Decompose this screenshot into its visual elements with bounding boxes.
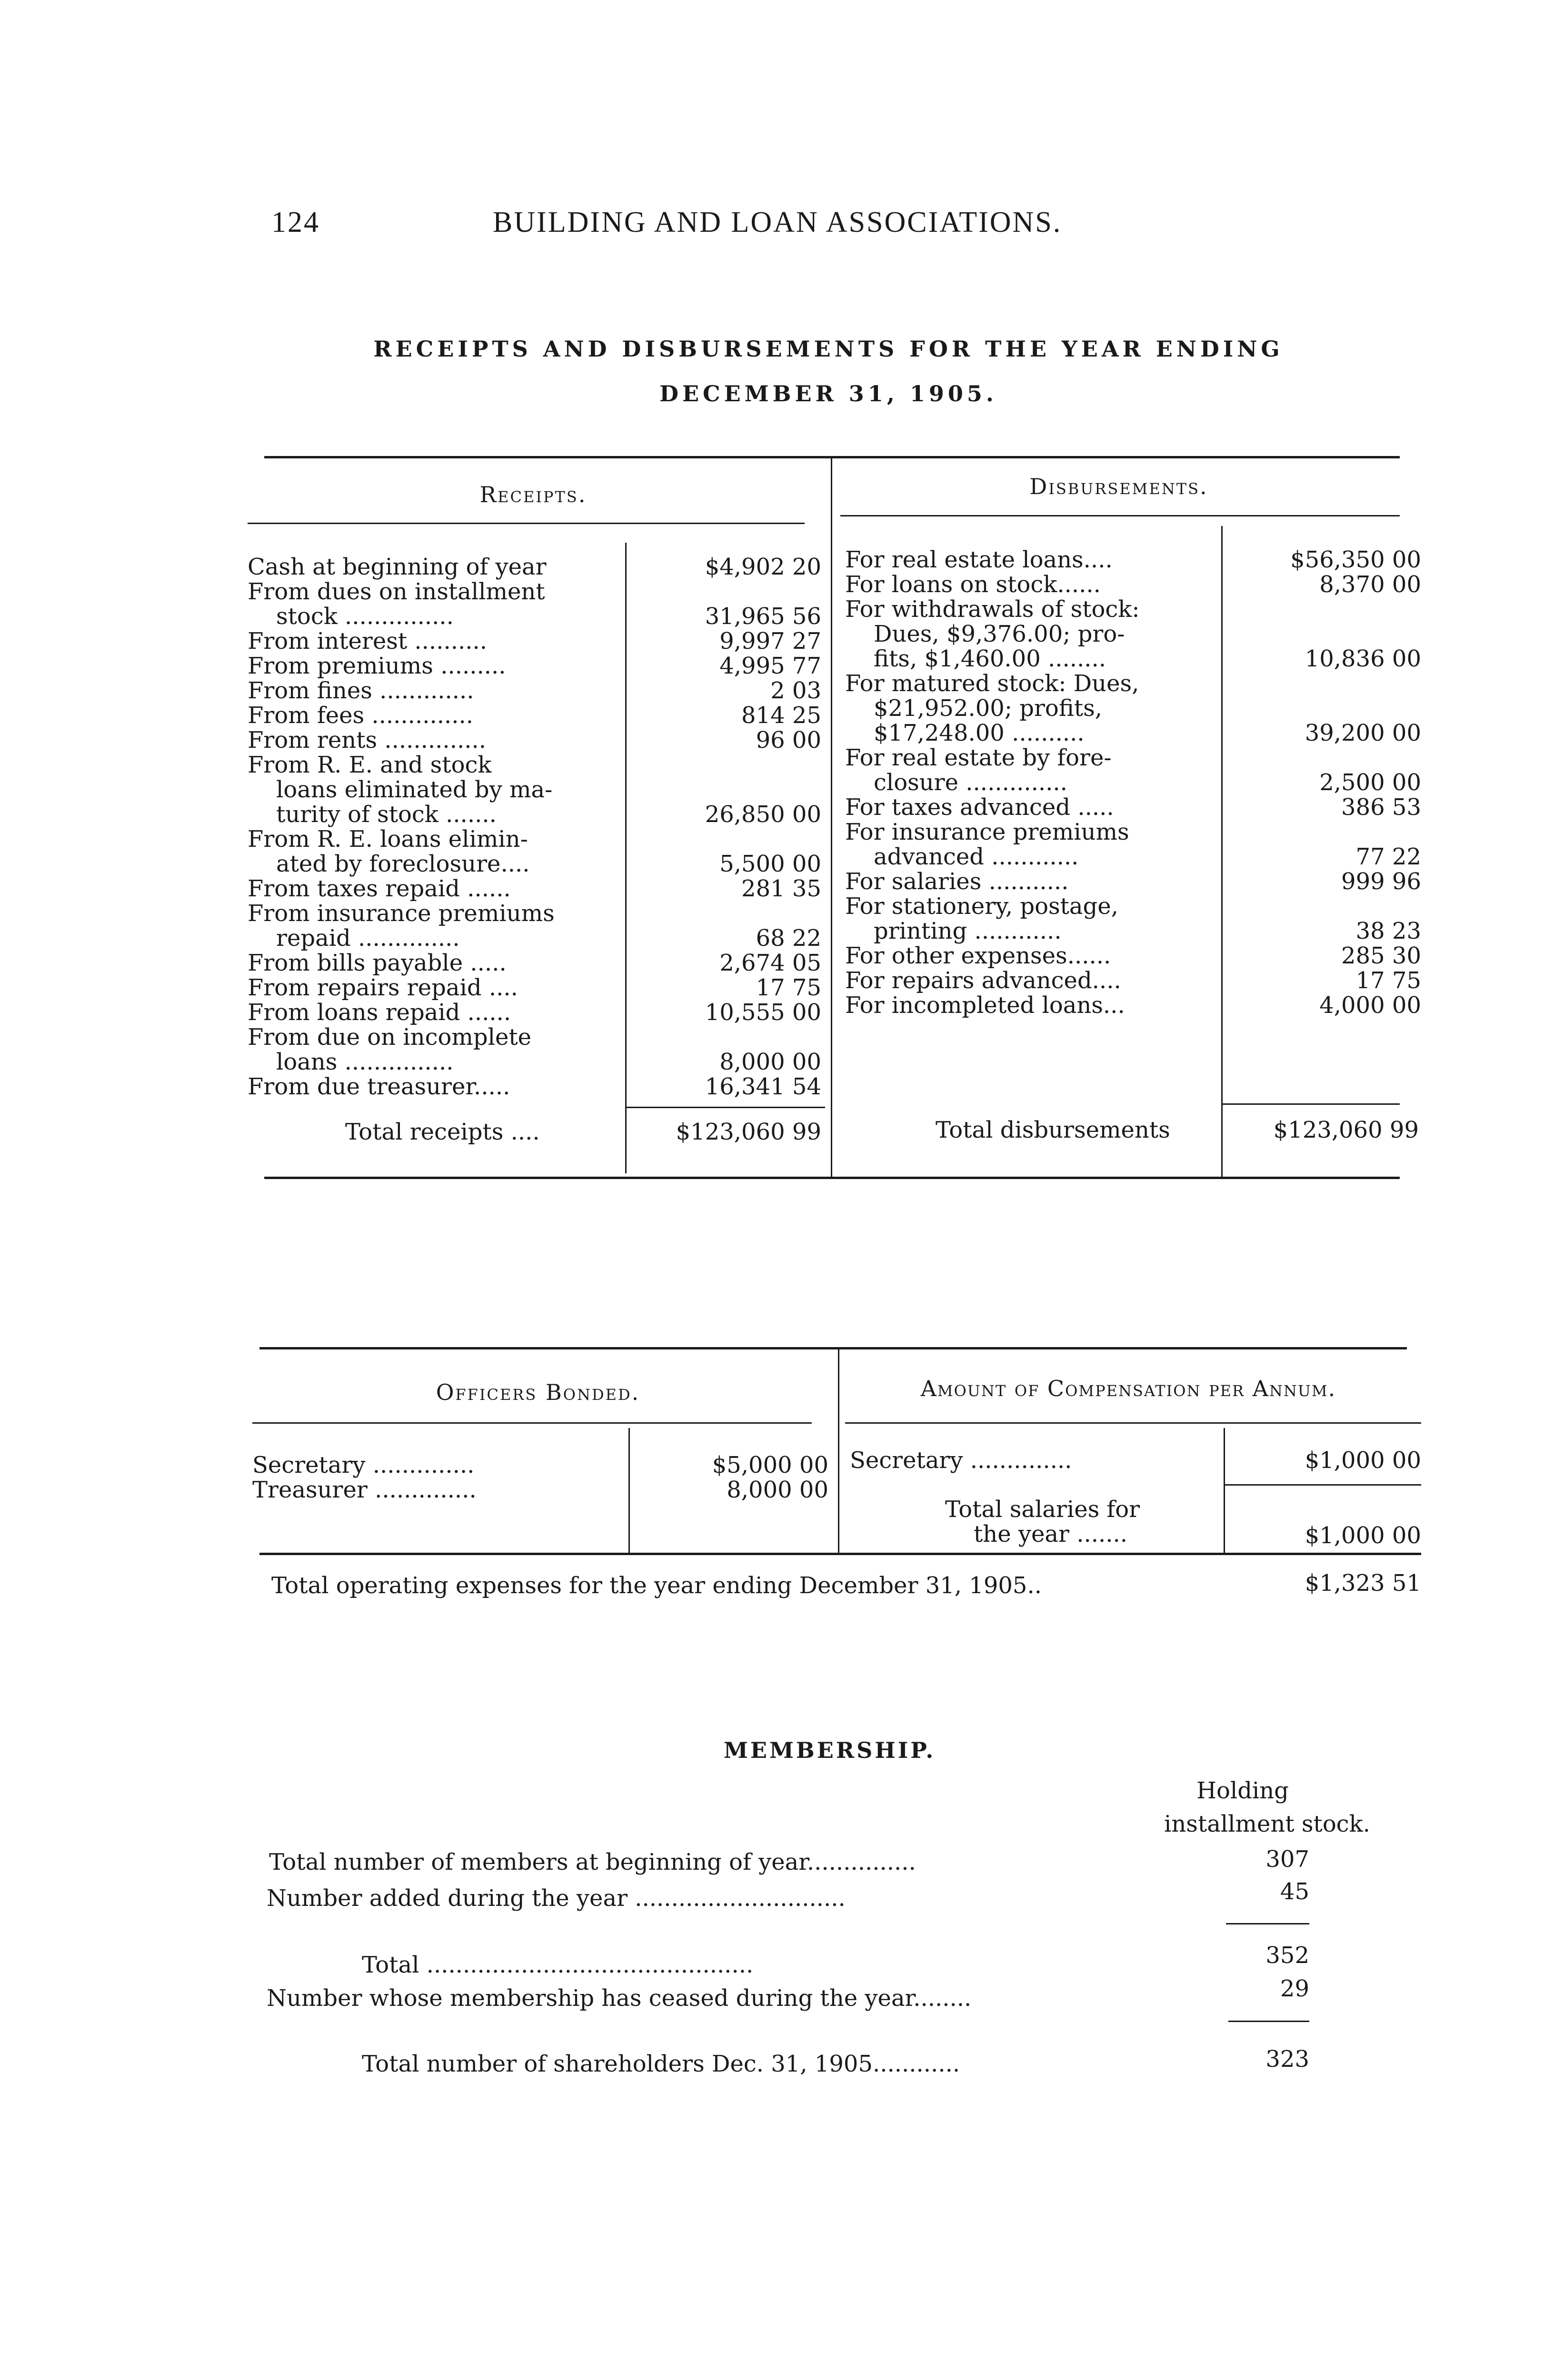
members-beginning-label: Total number of members at beginning of year............... [269,1849,916,1875]
list-item: For loans on stock...... 8,370 00 [845,571,1421,598]
disbursements-list [845,547,1421,1018]
members-added-label: Number added during the year ............................. [267,1885,846,1912]
list-item: fits, $1,460.00 ........ 10,836 00 [874,645,1421,672]
compensation-total-label-1: Total salaries for [945,1496,1140,1523]
list-item: From fines ............. 2 03 [248,677,821,704]
list-item: For salaries ........... 999 96 [845,868,1421,895]
compensation-total-amount: $1,000 00 [1305,1522,1421,1549]
membership-col-head-1: Holding [1196,1777,1289,1804]
receipts-heading: Receipts. [479,482,587,507]
list-item: From insurance premiums [248,900,555,927]
list-item: repaid .............. 68 22 [276,925,821,952]
list-item: For other expenses...... 285 30 [845,942,1421,969]
list-item: $17,248.00 .......... 39,200 00 [874,720,1421,746]
list-item: From fees .............. 814 25 [248,702,821,729]
receipts-heading-rule [248,523,805,524]
membership-total-value: 352 [1265,1942,1309,1969]
list-item: For insurance premiums [845,819,1129,845]
operating-expenses-amount: $1,323 51 [1305,1570,1421,1597]
section-title-line2: DECEMBER 31, 1905. [659,381,997,407]
compensation-total-label-2: the year ....... [974,1521,1128,1547]
receipts-total-label: Total receipts .... [345,1119,540,1145]
disbursements-heading: Disbursements. [1029,474,1208,499]
disbursements-total-rule [1221,1103,1400,1105]
membership-final-rule [1228,2021,1309,2022]
shareholders-total-value: 323 [1265,2046,1309,2073]
membership-ceased-value: 29 [1280,1975,1309,2002]
list-item: From R. E. loans elimin- [248,826,528,853]
receipts-total-rule [625,1107,825,1108]
receipts-list [248,555,821,1099]
list-item: stock ............... 31,965 56 [276,603,821,630]
shareholders-total-label: Total number of shareholders Dec. 31, 1905............ [362,2051,960,2077]
list-item: For withdrawals of stock: [845,596,1140,623]
list-item: Cash at beginning of year $4,902 20 [248,554,821,580]
receipts-total-amount: $123,060 99 [676,1119,821,1145]
list-item: From bills payable ..... 2,674 05 [248,950,821,976]
list-item: For matured stock: Dues, [845,670,1139,697]
list-item: For real estate by fore- [845,744,1112,771]
table-center-divider [831,456,832,1177]
list-item: From rents .............. 96 00 [248,727,821,754]
list-item: For real estate loans.... $56,350 00 [845,546,1421,573]
officers-table-top-rule [259,1347,1407,1349]
disbursements-total-label: Total disbursements [936,1117,1170,1143]
list-item: printing ............ 38 23 [874,918,1421,944]
list-item: From premiums ......... 4,995 77 [248,653,821,679]
list-item: For stationery, postage, [845,893,1118,920]
list-item: advanced ............ 77 22 [874,843,1421,870]
officers-heading: Officers Bonded. [436,1379,640,1405]
membership-col-head-2: installment stock. [1164,1811,1370,1837]
compensation-heading: Amount of Compensation per Annum. [920,1376,1336,1401]
list-item: From dues on installment [248,578,545,605]
membership-ceased-label: Number whose membership has ceased during the year........ [267,1985,972,2012]
list-item: loans eliminated by ma- [276,776,553,803]
list-item: From taxes repaid ...... 281 35 [248,875,821,902]
list-item: From repairs repaid .... 17 75 [248,974,821,1001]
membership-total-label: Total ............................................. [362,1952,754,1978]
operating-expenses-label: Total operating expenses for the year ending December 31, 1905.. [271,1572,1042,1599]
membership-subtotal-rule [1226,1923,1309,1924]
list-item: From interest .......... 9,997 27 [248,628,821,654]
list-item: Secretary .............. $1,000 00 [850,1447,1421,1474]
section-title-line1: RECEIPTS AND DISBURSEMENTS FOR THE YEAR ENDING [373,336,1284,362]
compensation-list [850,1448,1421,1473]
members-beginning-value: 307 [1265,1846,1309,1873]
list-item: From loans repaid ...... 10,555 00 [248,999,821,1026]
running-title: BUILDING AND LOAN ASSOCIATIONS. [493,206,1062,238]
list-item: Dues, $9,376.00; pro- [874,621,1125,647]
list-item: From R. E. and stock [248,752,492,778]
officers-list [252,1453,828,1502]
list-item: closure .............. 2,500 00 [874,769,1421,796]
list-item: For taxes advanced ..... 386 53 [845,794,1421,821]
compensation-amount-divider [1224,1428,1225,1554]
disbursements-heading-rule [840,515,1400,516]
list-item: turity of stock ....... 26,850 00 [276,801,821,828]
list-item: ated by foreclosure.... 5,500 00 [276,851,821,877]
page-number: 124 [271,206,320,238]
list-item: Secretary .............. $5,000 00 [252,1452,828,1478]
table-bottom-rule [264,1177,1400,1179]
officers-heading-rule [252,1422,812,1424]
list-item: loans ............... 8,000 00 [276,1049,821,1075]
list-item: For incompleted loans... 4,000 00 [845,992,1421,1019]
disbursements-total-amount: $123,060 99 [1273,1117,1419,1143]
officers-table-center-divider [838,1347,839,1554]
membership-title: MEMBERSHIP. [724,1737,936,1763]
members-added-value: 45 [1280,1878,1309,1905]
compensation-subtotal-rule [1224,1484,1421,1486]
list-item: From due treasurer..... 16,341 54 [248,1073,821,1100]
officers-table-bottom-rule [259,1553,1421,1555]
compensation-heading-rule [845,1422,1421,1424]
list-item: From due on incomplete [248,1024,532,1051]
list-item: For repairs advanced.... 17 75 [845,967,1421,994]
list-item: $21,952.00; profits, [874,695,1103,722]
list-item: Treasurer .............. 8,000 00 [252,1477,828,1503]
